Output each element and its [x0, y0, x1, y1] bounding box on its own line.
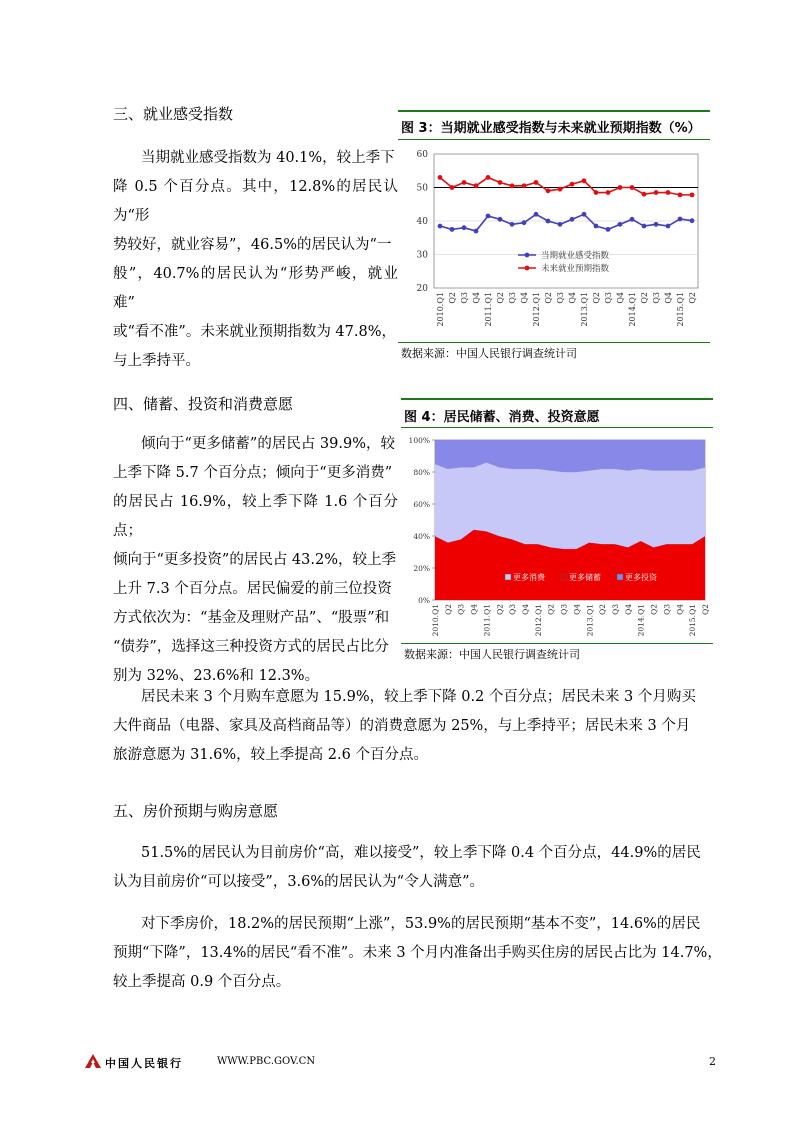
s4-line-5: 上升 7.3 个百分点。居民偏爱的前三位投资: [113, 581, 392, 597]
fig3-point: [618, 185, 623, 190]
fig4-x-tick-label: 2013.Q1: [585, 604, 595, 637]
s3-line-4: 般”，40.7%的居民认为“形势严峻，就业难”: [113, 266, 398, 311]
section-3-heading: 三、就业感受指数: [113, 105, 234, 123]
fig3-point: [498, 217, 503, 222]
fig4-x-tick-label: Q4: [623, 604, 633, 615]
fig4-y-tick-label: 40%: [413, 532, 430, 541]
s5-p2-line-3: 较上季提高 0.9 个百分点。: [113, 974, 291, 990]
fig3-point: [666, 224, 671, 229]
fig3-point: [678, 192, 683, 197]
fig4-x-tick-label: Q4: [572, 604, 582, 615]
s5-p2-line-1: 对下季房价，18.2%的居民预期“上涨”，53.9%的居民预期“基本不变”，14.6%的居民: [141, 916, 701, 932]
fig3-top-rule: [398, 110, 710, 112]
s4-wide-line-1: 居民未来 3 个月购车意愿为 15.9%，较上季下降 0.2 个百分点；居民未来 3 个月购买: [141, 689, 696, 705]
fig3-point: [690, 218, 695, 223]
fig4-y-tick-label: 60%: [413, 500, 430, 509]
fig3-point: [618, 222, 623, 227]
fig4-y-tick-label: 80%: [413, 468, 430, 477]
fig3-point: [522, 220, 527, 225]
fig4-x-tick-label: 2010.Q1: [431, 604, 440, 637]
fig3-x-tick-label: Q4: [520, 292, 529, 304]
fig4-x-tick-label: Q2: [649, 604, 659, 615]
fig3-source: 数据来源：中国人民银行调查统计司: [401, 347, 577, 360]
fig4-x-tick-label: 2012.Q1: [533, 604, 543, 637]
fig4-legend-swatch: [617, 574, 623, 580]
fig3-x-tick-label: Q4: [616, 292, 625, 304]
fig4-x-tick-label: 2014.Q1: [636, 604, 646, 637]
fig3-x-tick-label: 2011.Q1: [484, 292, 493, 327]
fig4-x-tick-label: Q2: [701, 604, 710, 615]
fig3-x-tick-label: 2013.Q1: [580, 292, 589, 327]
fig3-point: [606, 190, 611, 195]
s3-line-1: 当期就业感受指数为 40.1%，较上季下: [141, 150, 395, 166]
fig3-point: [642, 224, 647, 229]
fig3-point: [486, 214, 491, 219]
fig3-point: [510, 183, 515, 188]
fig4-legend-swatch: [561, 574, 567, 580]
fig3-point: [690, 192, 695, 197]
fig4-x-tick-label: Q4: [521, 604, 530, 615]
s5-p1-line-1: 51.5%的居民认为目前房价“高，难以接受”，较上季下降 0.4 个百分点，44.9%的居民: [141, 845, 701, 861]
s4-line-1: 倾向于“更多储蓄”的居民占 39.9%，较: [141, 436, 395, 452]
fig3-title-rule: [398, 139, 710, 140]
fig3-y-tick-label: 50: [416, 183, 428, 194]
fig3-legend-label: 未来就业预期指数: [541, 264, 610, 274]
fig4-x-tick-label: Q2: [598, 604, 608, 615]
footer-url[interactable]: WWW.PBC.GOV.CN: [217, 1056, 316, 1067]
fig4-y-tick-label: 20%: [413, 564, 430, 573]
fig3-point: [570, 217, 575, 222]
fig3-x-tick-label: 2014.Q1: [628, 292, 637, 327]
fig3-point: [666, 190, 671, 195]
fig4-top-rule: [401, 398, 713, 400]
fig3-x-tick-label: Q2: [640, 292, 649, 304]
section-5-p1: [113, 839, 723, 897]
fig4-legend-label: 更多投资: [625, 573, 657, 582]
fig3-line-chart: [398, 142, 710, 342]
fig3-x-tick-label: 2015.Q1: [676, 292, 685, 327]
fig3-y-tick-label: 60: [416, 150, 428, 160]
fig3-point: [534, 212, 539, 217]
fig3-x-tick-label: Q3: [508, 292, 517, 304]
s4-line-2: 上季下降 5.7 个百分点；倾向于“更多消费”: [113, 465, 393, 481]
fig3-point: [606, 227, 611, 232]
fig4-x-tick-label: Q3: [611, 604, 620, 615]
s4-wide-line-3: 旅游意愿为 31.6%，较上季提高 2.6 个百分点。: [113, 747, 428, 763]
s3-line-6: 与上季持平。: [113, 353, 200, 369]
fig3-point: [630, 185, 635, 190]
s5-p1-line-2: 认为目前房价“可以接受”，3.6%的居民认为“令人满意”。: [113, 874, 484, 890]
fig4-title-rule: [401, 427, 713, 428]
fig4-bottom-rule: [401, 643, 713, 644]
fig3-point: [558, 187, 563, 192]
footer: [85, 1052, 725, 1072]
s4-line-3: 的居民占 16.9%，较上季下降 1.6 个百分点；: [113, 494, 398, 539]
s4-line-8: 别为 32%、23.6%和 12.3%。: [113, 668, 320, 684]
s4-line-4: 倾向于“更多投资”的居民占 43.2%，较上季: [113, 552, 396, 568]
fig3-point: [450, 227, 455, 232]
fig3-x-tick-label: Q3: [652, 292, 661, 304]
section-4-continued: [113, 683, 723, 770]
fig3-point: [438, 175, 443, 180]
fig3-x-tick-label: Q2: [544, 292, 553, 304]
fig4-legend-label: 更多储蓄: [569, 573, 601, 582]
fig4-x-tick-label: Q2: [546, 604, 556, 615]
fig3-legend-marker: [525, 253, 530, 258]
fig3-point: [594, 190, 599, 195]
fig3-x-tick-label: Q4: [664, 292, 673, 304]
fig4-title: 图 4：居民储蓄、消费、投资意愿: [404, 410, 600, 425]
fig4-source: 数据来源：中国人民银行调查统计司: [404, 648, 580, 661]
fig3-x-tick-label: Q3: [604, 292, 613, 304]
fig3-title: 图 3：当期就业感受指数与未来就业预期指数（%）: [401, 121, 701, 136]
fig3-point: [474, 229, 479, 234]
fig4-x-tick-label: Q4: [675, 604, 685, 615]
fig3-point: [654, 222, 659, 227]
fig4-x-tick-label: Q3: [662, 604, 672, 615]
fig3-x-tick-label: Q3: [460, 292, 469, 304]
fig4-x-tick-label: 2015.Q1: [688, 604, 698, 637]
fig3-point: [546, 219, 551, 224]
fig3-point: [438, 224, 443, 229]
fig3-x-tick-label: Q2: [496, 292, 505, 304]
section-4-heading: 四、储蓄、投资和消费意愿: [113, 395, 294, 413]
fig3-point: [570, 182, 575, 187]
pbc-logo-icon: [85, 1054, 101, 1068]
fig3-point: [522, 183, 527, 188]
section-4-body: [113, 430, 398, 691]
fig4-x-tick-label: Q3: [456, 604, 466, 615]
fig4-area-chart: [401, 430, 713, 642]
fig3-x-tick-label: Q2: [688, 292, 697, 304]
fig3-point: [582, 178, 587, 183]
s4-line-7: “债券”，选择这三种投资方式的居民占比分: [113, 639, 389, 655]
fig3-point: [462, 225, 467, 230]
s3-line-3: 势较好，就业容易”，46.5%的居民认为“一: [113, 237, 392, 253]
footer-logo-text: 中国人民银行: [105, 1057, 183, 1070]
fig3-point: [558, 222, 563, 227]
fig4-y-tick-label: 100%: [408, 436, 430, 445]
fig3-legend-label: 当期就业感受指数: [541, 251, 610, 261]
fig3-y-tick-label: 20: [416, 284, 428, 294]
fig3-point: [630, 217, 635, 222]
fig4-x-tick-label: Q3: [508, 604, 518, 615]
s4-line-6: 方式依次为：“基金及理财产品”、“股票”和: [113, 610, 390, 626]
fig4-x-tick-label: Q2: [495, 604, 505, 615]
fig3-point: [510, 222, 515, 227]
fig4-x-tick-label: Q4: [469, 604, 479, 615]
fig3-x-tick-label: Q4: [472, 292, 481, 304]
fig3-point: [582, 212, 587, 217]
fig3-point: [462, 180, 467, 185]
fig3-x-tick-label: Q3: [556, 292, 565, 304]
fig3-x-tick-label: Q2: [448, 292, 457, 304]
fig3-x-tick-label: 2012.Q1: [532, 292, 541, 327]
fig3-point: [474, 183, 479, 188]
fig4-legend-swatch: [505, 574, 511, 580]
s3-line-5: 或“看不准”。未来就业预期指数为 47.8%，: [113, 324, 396, 340]
fig4-x-tick-label: Q3: [559, 604, 569, 615]
section-5-heading: 五、房价预期与购房意愿: [113, 802, 279, 820]
page-number: 2: [709, 1055, 716, 1068]
fig3-point: [594, 224, 599, 229]
fig3-point: [678, 217, 683, 222]
fig3-point: [654, 190, 659, 195]
fig4-x-tick-label: Q2: [443, 604, 453, 615]
fig3-point: [498, 180, 503, 185]
fig4-y-tick-label: 0%: [418, 596, 430, 605]
fig3-point: [534, 180, 539, 185]
fig3-point: [450, 185, 455, 190]
fig3-bottom-rule: [398, 342, 710, 343]
section-5-p2: [113, 910, 723, 997]
fig3-y-tick-label: 30: [416, 250, 428, 261]
fig3-point: [546, 188, 551, 193]
fig4-x-tick-label: 2011.Q1: [482, 604, 492, 637]
fig3-x-tick-label: Q4: [568, 292, 577, 304]
fig3-y-tick-label: 40: [416, 217, 428, 227]
fig3-x-tick-label: 2010.Q1: [436, 292, 445, 327]
section-3-body: [113, 144, 398, 376]
s5-p2-line-2: 预期“下降”，13.4%的居民“看不准”。未来 3 个月内准备出手购买住房的居民占比为 14.7%，: [113, 945, 722, 961]
fig3-point: [486, 175, 491, 180]
fig3-legend-marker: [525, 266, 530, 271]
fig4-legend-label: 更多消费: [513, 573, 545, 582]
s4-wide-line-2: 大件商品（电器、家具及高档商品等）的消费意愿为 25%，与上季持平；居民未来 3 个月: [113, 718, 691, 734]
s3-line-2: 降 0.5 个百分点。其中，12.8%的居民认为“形: [113, 179, 398, 224]
fig3-x-tick-label: Q2: [592, 292, 601, 304]
fig3-point: [642, 192, 647, 197]
